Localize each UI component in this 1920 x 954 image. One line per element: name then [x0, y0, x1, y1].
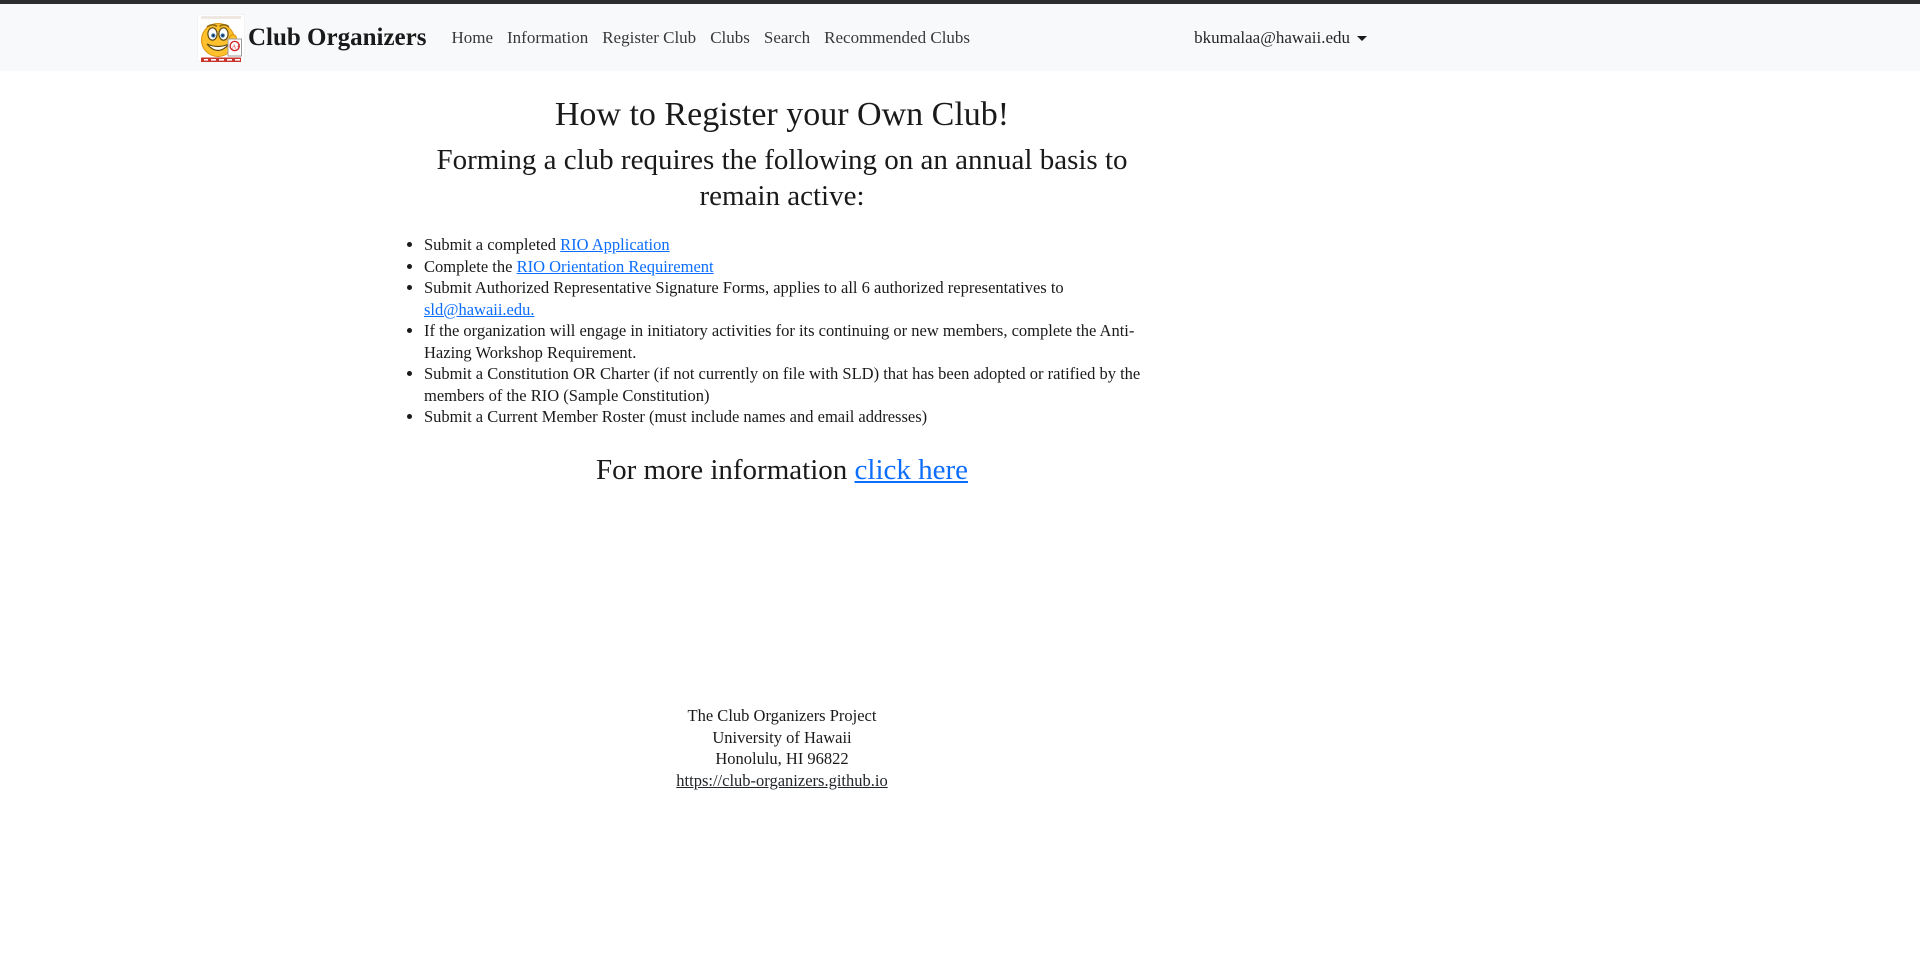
requirements-list [408, 234, 1156, 428]
more-info-prefix: For more information [595, 453, 855, 486]
svg-text:A+: A+ [231, 43, 240, 51]
nav-item [757, 28, 817, 48]
user-menu-toggle[interactable] [1194, 28, 1367, 48]
footer-line: The Club Organizers Project [687, 706, 877, 726]
nav-item [444, 28, 500, 48]
navbar [0, 4, 1920, 71]
requirement-item: • If the organization will engage in initiatory activities for its continuing or new members, complete the Anti-Hazing Workshop Requirement. [424, 320, 1156, 363]
footer [197, 705, 1367, 792]
nav-item [595, 28, 703, 48]
page-title: How to Register your Own Club! [554, 96, 1010, 133]
click-here-link[interactable]: click here [854, 453, 969, 486]
rio-orientation-requirement-link[interactable]: RIO Orientation Requirement [516, 256, 714, 276]
nav-links [444, 28, 977, 48]
nav-link-home[interactable]: Home [451, 27, 494, 47]
sld-email-link[interactable]: sld@hawaii.edu. [424, 299, 535, 319]
navbar-inner [197, 14, 1367, 62]
nav-link-search[interactable]: Search [763, 27, 811, 47]
brand-link[interactable] [197, 14, 426, 62]
nav-item [703, 28, 757, 48]
requirement-item: • Submit a Constitution OR Charter (if not currently on file with SLD) that has been adopted or ratified by the members of the RIO (Sample Constitution) [424, 363, 1156, 406]
requirement-item: • Complete the RIO Orientation Requirement [424, 256, 1156, 278]
requirement-item: • Submit a completed RIO Application [424, 234, 1156, 256]
footer-site-link[interactable]: https://club-organizers.github.io [676, 771, 888, 791]
brand-label: Club Organizers [248, 23, 427, 51]
nav-link-recommended-clubs[interactable]: Recommended Clubs [824, 27, 971, 47]
footer-line: University of Hawaii [712, 727, 852, 747]
nav-link-information[interactable]: Information [507, 27, 589, 47]
page-subtitle: Forming a club requires the following on an annual basis to remain active: [436, 143, 1128, 213]
caret-down-icon [1357, 36, 1367, 41]
requirement-item: • Submit a Current Member Roster (must include names and email addresses) [424, 406, 1156, 428]
user-email-label: bkumalaa@hawaii.edu [1194, 27, 1350, 47]
requirement-item: • Submit Authorized Representative Signature Forms, applies to all 6 authorized representatives to sld@hawaii.edu. [424, 277, 1156, 320]
more-info-text [197, 452, 1367, 488]
footer-address [197, 705, 1367, 770]
main-content [197, 95, 1367, 488]
nav-item [817, 28, 977, 48]
nav-item [500, 28, 595, 48]
nav-link-register-club[interactable]: Register Club [602, 27, 697, 47]
footer-line: Honolulu, HI 96822 [715, 749, 849, 769]
nav-link-clubs[interactable]: Clubs [710, 27, 750, 47]
rio-application-link[interactable]: RIO Application [560, 235, 670, 255]
club-organizers-logo-icon [197, 14, 245, 62]
